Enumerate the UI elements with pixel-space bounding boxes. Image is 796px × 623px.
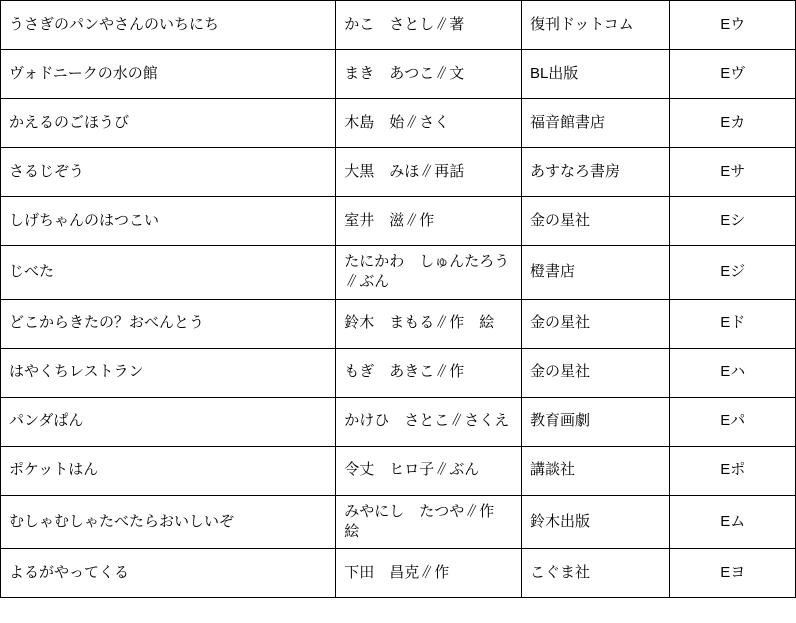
book-code: Eハ: [670, 348, 796, 397]
book-title: うさぎのパンやさんのいちにち: [1, 1, 336, 50]
book-author: 下田 昌克∥作: [336, 549, 522, 598]
book-publisher: 復刊ドットコム: [521, 1, 670, 50]
book-code: Eシ: [670, 197, 796, 246]
book-author: 木島 始∥さく: [336, 99, 522, 148]
book-code: Eカ: [670, 99, 796, 148]
book-publisher: 講談社: [521, 446, 670, 495]
book-code: Eヨ: [670, 549, 796, 598]
table-row: [1, 148, 796, 197]
table-row: [1, 197, 796, 246]
book-author: 令丈 ヒロ子∥ぶん: [336, 446, 522, 495]
table-row: [1, 50, 796, 99]
book-title: よるがやってくる: [1, 549, 336, 598]
book-publisher: 金の星社: [521, 299, 670, 348]
book-title: どこからきたの？おべんとう: [1, 299, 336, 348]
book-publisher: 教育画劇: [521, 397, 670, 446]
book-title: はやくちレストラン: [1, 348, 336, 397]
table-row: [1, 397, 796, 446]
book-title: むしゃむしゃたべたらおいしいぞ: [1, 495, 336, 549]
book-title: ポケットはん: [1, 446, 336, 495]
table-row: [1, 99, 796, 148]
book-code: Eポ: [670, 446, 796, 495]
book-code: Eヴ: [670, 50, 796, 99]
book-title: しげちゃんのはつこい: [1, 197, 336, 246]
book-publisher: BL出版: [521, 50, 670, 99]
table-row: [1, 1, 796, 50]
book-author: 室井 滋∥作: [336, 197, 522, 246]
book-code: Eウ: [670, 1, 796, 50]
table-row: [1, 446, 796, 495]
book-publisher: あすなろ書房: [521, 148, 670, 197]
book-list-body: [1, 1, 796, 598]
book-author: かけひ さとこ∥さくえ: [336, 397, 522, 446]
book-author: たにかわ しゅんたろう∥ぶん: [336, 246, 522, 300]
table-row: [1, 246, 796, 300]
table-row: [1, 549, 796, 598]
book-publisher: こぐま社: [521, 549, 670, 598]
book-code: Eド: [670, 299, 796, 348]
book-author: 大黒 みほ∥再話: [336, 148, 522, 197]
book-code: Eジ: [670, 246, 796, 300]
book-publisher: 金の星社: [521, 197, 670, 246]
table-row: [1, 495, 796, 549]
book-title: かえるのごほうび: [1, 99, 336, 148]
book-author: みやにし たつや∥作 絵: [336, 495, 522, 549]
book-code: Eサ: [670, 148, 796, 197]
book-publisher: 福音館書店: [521, 99, 670, 148]
book-title: じべた: [1, 246, 336, 300]
book-title: パンダぱん: [1, 397, 336, 446]
book-author: まき あつこ∥文: [336, 50, 522, 99]
book-author: もぎ あきこ∥作: [336, 348, 522, 397]
book-author: かこ さとし∥著: [336, 1, 522, 50]
book-author: 鈴木 まもる∥作 絵: [336, 299, 522, 348]
book-code: Eパ: [670, 397, 796, 446]
table-row: [1, 299, 796, 348]
book-code: Eム: [670, 495, 796, 549]
table-row: [1, 348, 796, 397]
book-publisher: 金の星社: [521, 348, 670, 397]
book-publisher: 橙書店: [521, 246, 670, 300]
book-title: ヴォドニークの水の館: [1, 50, 336, 99]
book-publisher: 鈴木出版: [521, 495, 670, 549]
book-title: さるじぞう: [1, 148, 336, 197]
